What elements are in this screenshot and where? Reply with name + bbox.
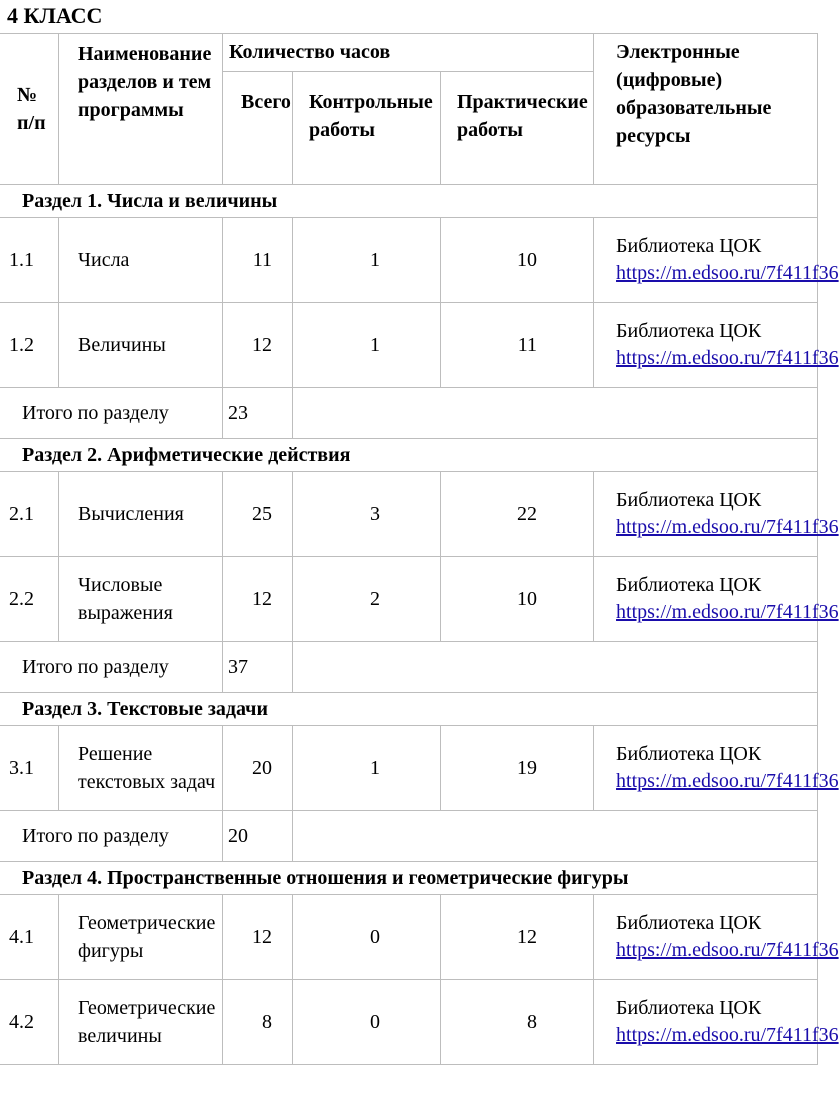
row-num: 1.2	[0, 303, 59, 388]
subtotal-empty	[293, 811, 818, 862]
row-practice: 8	[441, 980, 594, 1065]
row-num: 4.2	[0, 980, 59, 1065]
row-control: 0	[293, 980, 441, 1065]
row-name: Геометрические величины	[59, 980, 223, 1065]
subtotal-empty	[293, 642, 818, 693]
row-num: 3.1	[0, 726, 59, 811]
subtotal-label: Итого по разделу	[0, 388, 223, 439]
row-control: 1	[293, 303, 441, 388]
row-name: Числа	[59, 218, 223, 303]
table-row	[0, 980, 818, 1065]
page-title: 4 КЛАСС	[7, 3, 103, 28]
resource-label: Библиотека ЦОК	[616, 574, 762, 596]
resource-link[interactable]: https://m.edsoo.ru/7f411f36	[616, 770, 839, 792]
header-resources: Электронные (цифровые) образовательные ресурсы	[594, 34, 818, 185]
table-row	[0, 218, 818, 303]
row-practice: 12	[441, 895, 594, 980]
row-practice: 10	[441, 218, 594, 303]
resource-link[interactable]: https://m.edsoo.ru/7f411f36	[616, 1024, 839, 1046]
row-practice: 22	[441, 472, 594, 557]
row-resource	[594, 726, 839, 811]
row-control: 3	[293, 472, 441, 557]
row-name: Решение текстовых задач	[59, 726, 223, 811]
row-resource	[594, 303, 839, 388]
resource-label: Библиотека ЦОК	[616, 235, 762, 257]
row-total: 12	[223, 303, 293, 388]
row-total: 12	[223, 557, 293, 642]
row-control: 1	[293, 726, 441, 811]
row-control: 0	[293, 895, 441, 980]
resource-link[interactable]: https://m.edsoo.ru/7f411f36	[616, 516, 839, 538]
section-title: Раздел 1. Числа и величины	[0, 185, 818, 218]
section-title: Раздел 4. Пространственные отношения и геометрические фигуры	[0, 862, 818, 895]
subtotal-row	[0, 388, 818, 439]
table-row	[0, 472, 818, 557]
header-num: № п/п	[0, 34, 59, 185]
table-row	[0, 895, 818, 980]
row-name: Геометрические фигуры	[59, 895, 223, 980]
row-name: Вычисления	[59, 472, 223, 557]
row-num: 4.1	[0, 895, 59, 980]
row-name: Величины	[59, 303, 223, 388]
resource-link[interactable]: https://m.edsoo.ru/7f411f36	[616, 262, 839, 284]
subtotal-value: 20	[223, 811, 293, 862]
subtotal-value: 37	[223, 642, 293, 693]
row-name: Числовые выражения	[59, 557, 223, 642]
row-resource	[594, 557, 839, 642]
row-num: 2.1	[0, 472, 59, 557]
subtotal-label: Итого по разделу	[0, 642, 223, 693]
row-total: 8	[223, 980, 293, 1065]
resource-label: Библиотека ЦОК	[616, 489, 762, 511]
table-row	[0, 726, 818, 811]
resource-link[interactable]: https://m.edsoo.ru/7f411f36	[616, 939, 839, 961]
subtotal-empty	[293, 388, 818, 439]
resource-label: Библиотека ЦОК	[616, 320, 762, 342]
section-row	[0, 439, 818, 472]
subtotal-label: Итого по разделу	[0, 811, 223, 862]
row-practice: 19	[441, 726, 594, 811]
resource-link[interactable]: https://m.edsoo.ru/7f411f36	[616, 601, 839, 623]
subtotal-row	[0, 811, 818, 862]
section-row	[0, 185, 818, 218]
section-row	[0, 693, 818, 726]
curriculum-table	[0, 33, 839, 1065]
row-resource	[594, 218, 839, 303]
header-hours: Количество часов	[223, 34, 594, 72]
section-title: Раздел 3. Текстовые задачи	[0, 693, 818, 726]
header-total: Всего	[223, 72, 293, 185]
row-resource	[594, 980, 839, 1065]
row-practice: 11	[441, 303, 594, 388]
row-resource	[594, 895, 839, 980]
subtotal-value: 23	[223, 388, 293, 439]
table-row	[0, 303, 818, 388]
row-resource	[594, 472, 839, 557]
row-control: 1	[293, 218, 441, 303]
row-total: 11	[223, 218, 293, 303]
resource-label: Библиотека ЦОК	[616, 912, 762, 934]
header-control: Контрольные работы	[293, 72, 441, 185]
section-title: Раздел 2. Арифметические действия	[0, 439, 818, 472]
resource-link[interactable]: https://m.edsoo.ru/7f411f36	[616, 347, 839, 369]
row-practice: 10	[441, 557, 594, 642]
row-num: 2.2	[0, 557, 59, 642]
table-body	[0, 185, 839, 1065]
row-num: 1.1	[0, 218, 59, 303]
section-row	[0, 862, 818, 895]
header-practice: Практические работы	[441, 72, 594, 185]
table-row	[0, 557, 818, 642]
resource-label: Библиотека ЦОК	[616, 743, 762, 765]
row-total: 25	[223, 472, 293, 557]
row-total: 12	[223, 895, 293, 980]
resource-label: Библиотека ЦОК	[616, 997, 762, 1019]
header-name: Наименование разделов и тем программы	[59, 34, 223, 185]
row-control: 2	[293, 557, 441, 642]
row-total: 20	[223, 726, 293, 811]
subtotal-row	[0, 642, 818, 693]
